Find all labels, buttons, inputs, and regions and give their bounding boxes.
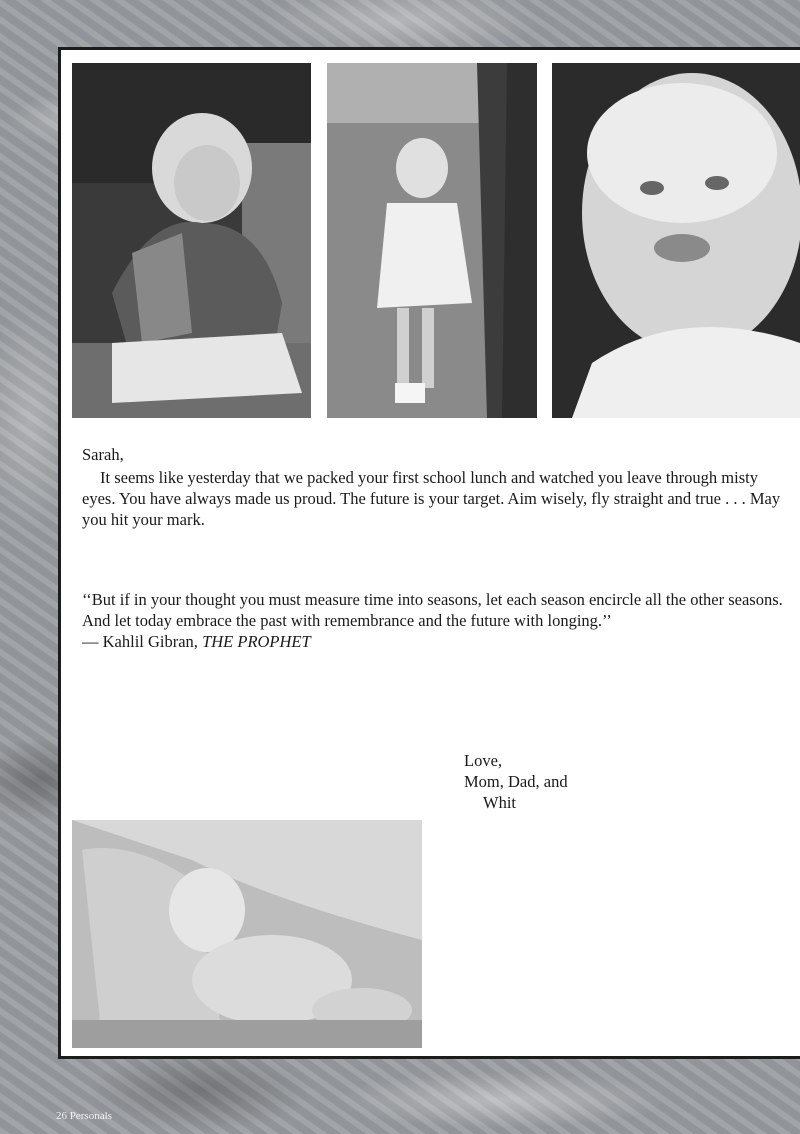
gibran-quote: ‘‘But if in your thought you must measure time into seasons, let each season encircle all the other seasons. And let today embrace the past with remembrance and the future with longing.’’ [82,590,783,630]
closing-signers-continued: Whit [483,793,516,812]
photo-girl-plaid [72,63,311,418]
attribution-author: — Kahlil Gibran, [82,632,203,651]
photo-baby-pillow [72,820,422,1048]
photo-toddler-tree [327,63,537,418]
quote-attribution [82,631,311,652]
closing-love: Love, [464,751,503,770]
closing-signers: Mom, Dad, and [464,772,568,791]
attribution-title: THE PROPHET [202,632,311,651]
page-footer: 26 Personals [56,1110,112,1122]
photo-toddler-closeup [552,63,800,418]
letter-message: It seems like yesterday that we packed your first school lunch and watched you leave through misty eyes. You have always made us proud. The future is your target. Aim wisely, fly straight and true . . . May you hit your mark. [82,468,781,529]
letter-closing [464,750,568,813]
letter-salutation: Sarah, [82,445,124,464]
